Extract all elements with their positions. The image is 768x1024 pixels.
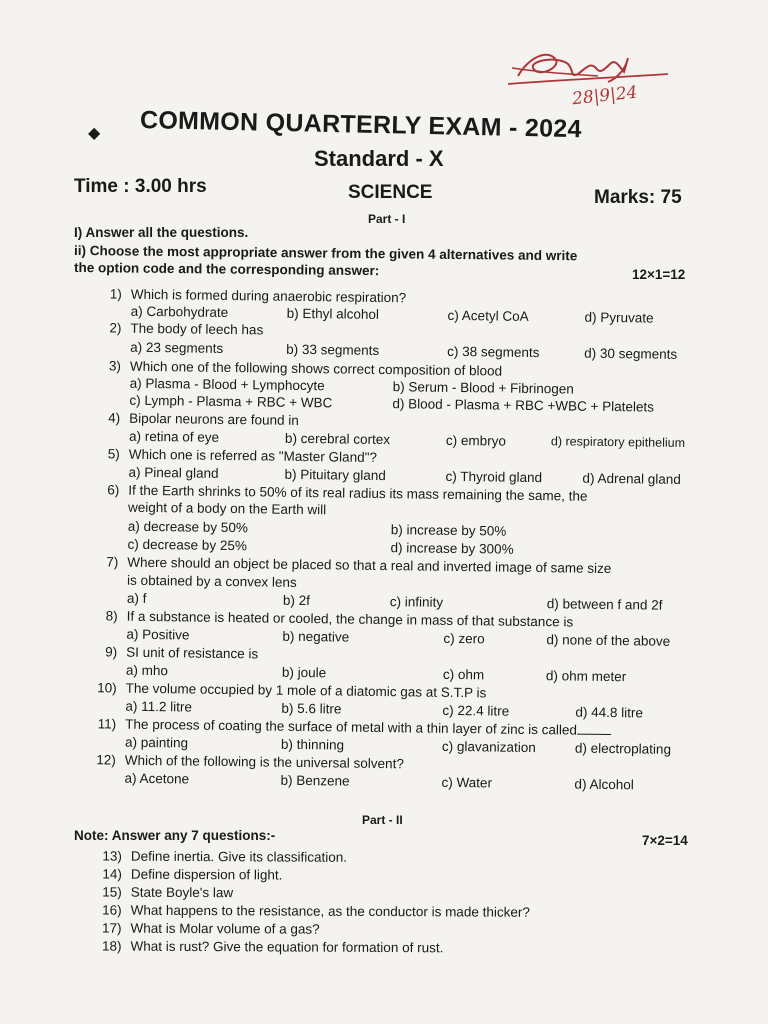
question-row: 12) Which of the following is the universal solvent? bbox=[96, 752, 404, 772]
question-row: 14) Define dispersion of light. bbox=[102, 866, 283, 883]
part1-questions bbox=[0, 283, 768, 793]
options-row: a) Pineal gland b) Pituitary gland c) Thyroid gland d) Adrenal gland bbox=[128, 464, 681, 487]
question-row: 15) State Boyle's law bbox=[102, 884, 234, 901]
part2-note: Note: Answer any 7 questions:- bbox=[74, 828, 276, 843]
standard-label: Standard - X bbox=[314, 146, 444, 171]
options-row: c) Lymph - Plasma + RBC + WBC d) Blood - Plasma + RBC +WBC + Platelets bbox=[129, 392, 655, 415]
question-row: 2) The body of leech has bbox=[109, 320, 264, 338]
signature-date: 28|9|24 bbox=[571, 82, 639, 110]
question-row-continued: weight of a body on the Earth will bbox=[127, 499, 327, 518]
options-row: a) retina of eye b) cerebral cortex c) embryo d) respiratory epithelium bbox=[128, 428, 686, 450]
question-row: 5) Which one is referred as "Master Gland"? bbox=[107, 446, 378, 465]
options-row: a) Positive b) negative c) zero d) none of the above bbox=[126, 626, 671, 649]
question-row: 10) The volume occupied by 1 mole of a diatomic gas at S.T.P is bbox=[97, 680, 487, 701]
exam-title: COMMON QUARTERLY EXAM - 2024 bbox=[139, 106, 583, 144]
options-row: a) 11.2 litre b) 5.6 litre c) 22.4 litre d) 44.8 litre bbox=[125, 698, 644, 721]
diamond-bullet-icon: ◆ bbox=[88, 125, 101, 142]
question-row: 11) The process of coating the surface of metal with a thin layer of zinc is called bbox=[0, 713, 762, 742]
total-marks: Marks: 75 bbox=[594, 187, 682, 208]
question-row: 6) If the Earth shrinks to 50% of its real radius its mass remaining the same, the bbox=[107, 482, 588, 504]
subject-label: SCIENCE bbox=[348, 182, 433, 203]
options-row: a) painting b) thinning c) glavanization d) electroplating bbox=[124, 734, 672, 757]
part1-marks: 12×1=12 bbox=[632, 267, 686, 282]
answer-blank bbox=[577, 722, 611, 735]
question-row: 3) Which one of the following shows correct composition of blood bbox=[108, 358, 503, 379]
instruction-2b: the option code and the corresponding answer: bbox=[73, 260, 380, 279]
options-row: a) Plasma - Blood + Lymphocyte b) Serum - Blood + Fibrinogen bbox=[129, 375, 574, 397]
options-row: a) Carbohydrate b) Ethyl alcohol c) Acetyl CoA d) Pyruvate bbox=[130, 303, 654, 326]
question-row: 1) Which is formed during anaerobic respiration? bbox=[109, 286, 407, 306]
options-row: a) f b) 2f c) infinity d) between f and 2f bbox=[126, 590, 663, 613]
question-row: 9) SI unit of resistance is bbox=[105, 644, 259, 662]
options-row: a) 23 segments b) 33 segments c) 38 segments d) 30 segments bbox=[130, 339, 678, 362]
question-row: 17) What is Molar volume of a gas? bbox=[102, 920, 320, 937]
options-row: a) Acetone b) Benzene c) Water d) Alcohol bbox=[124, 770, 634, 793]
options-row: c) decrease by 25% d) increase by 300% bbox=[127, 536, 514, 557]
options-row: a) mho b) joule c) ohm d) ohm meter bbox=[125, 662, 627, 685]
options-row: a) decrease by 50% b) increase by 50% bbox=[127, 518, 507, 539]
part2-marks: 7×2=14 bbox=[642, 833, 688, 848]
question-row: 16) What happens to the resistance, as the conductor is made thicker? bbox=[102, 902, 530, 920]
question-row: 7) Where should an object be placed so that a real and inverted image of same size bbox=[106, 554, 612, 577]
part2-heading: Part - II bbox=[362, 813, 403, 827]
time-label: Time : 3.00 hrs bbox=[74, 176, 207, 197]
question-row: 8) If a substance is heated or cooled, the change in mass of that substance is bbox=[105, 608, 574, 630]
part1-heading: Part - I bbox=[368, 212, 406, 226]
question-row-continued: is obtained by a convex lens bbox=[127, 572, 297, 590]
question-row: 18) What is rust? Give the equation for formation of rust. bbox=[101, 938, 444, 956]
question-row: 13) Define inertia. Give its classification. bbox=[102, 848, 348, 865]
question-row: 4) Bipolar neurons are found in bbox=[108, 410, 299, 428]
instruction-2a: ii) Choose the most appropriate answer from the given 4 alternatives and write bbox=[73, 243, 578, 264]
instruction-1: I) Answer all the questions. bbox=[74, 225, 249, 240]
